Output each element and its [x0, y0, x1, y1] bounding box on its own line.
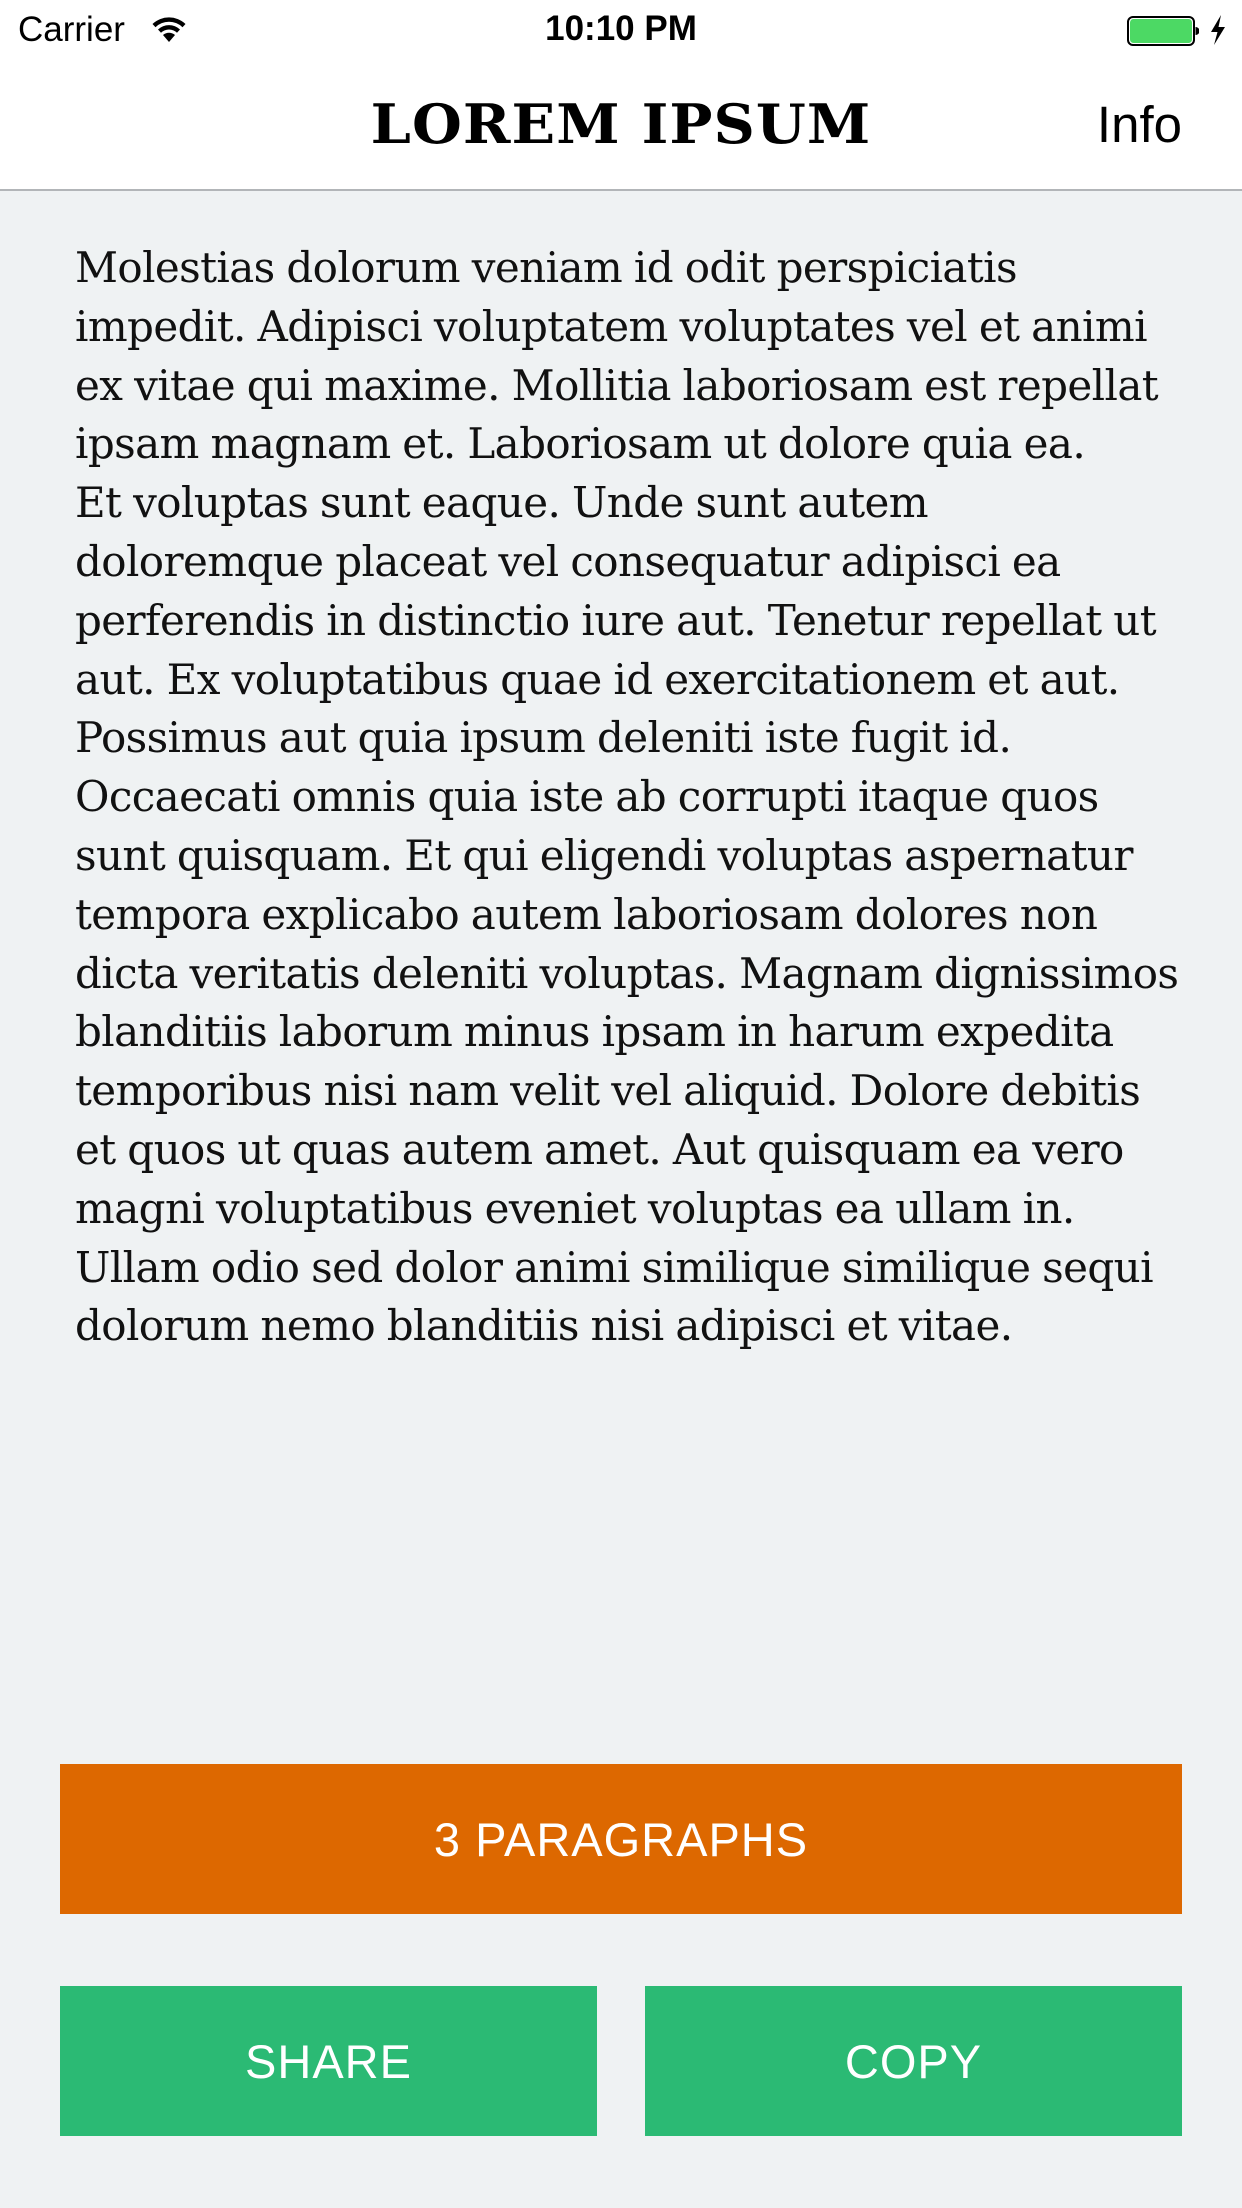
status-time: 10:10 PM: [545, 9, 697, 48]
paragraph-count-button[interactable]: [60, 1764, 1182, 1914]
copy-button[interactable]: [645, 1986, 1182, 2136]
paragraph-1: Molestias dolorum veniam id odit perspiciatis impedit. Adipisci voluptatem voluptates vel et animi ex vitae qui maxime. Mollitia laboriosam est repellat ipsam magnam et. Laboriosam ut dolore quia ea.: [75, 243, 1159, 469]
paragraph-count-label: 3 PARAGRAPHS: [433, 1812, 809, 1866]
share-label: SHARE: [245, 2034, 412, 2088]
charging-bolt-icon: [1208, 14, 1228, 46]
info-button[interactable]: Info: [1096, 96, 1182, 153]
battery-icon: [1127, 15, 1199, 47]
status-bar: [0, 0, 1242, 60]
copy-label: COPY: [844, 2034, 983, 2088]
paragraph-3: Possimus aut quia ipsum deleniti iste fugit id. Occaecati omnis quia iste ab corrupti itaque quos sunt quisquam. Et qui eligendi voluptas aspernatur tempora explicabo autem laboriosam dolores non dicta veritatis deleniti voluptas. Magnam dignissimos blanditiis laborum minus ipsam in harum expedita temporibus nisi nam velit vel aliquid. Dolore debitis et quos ut quas autem amet. Aut quisquam ea vero magni voluptatibus eveniet voluptas ea ullam in. Ullam odio sed dolor animi similique similique sequi dolorum nemo blanditiis nisi adipisci et vitae.: [75, 713, 1179, 1351]
navigation-bar: [0, 60, 1242, 191]
carrier-label: Carrier: [18, 10, 125, 49]
lorem-text-view: [75, 239, 1185, 1356]
paragraph-2: Et voluptas sunt eaque. Unde sunt autem doloremque placeat vel consequatur adipisci ea perferendis in distinctio iure aut. Tenetur repellat ut aut. Ex voluptatibus quae id exercitationem et aut.: [75, 478, 1156, 704]
page-title: LOREM IPSUM: [370, 92, 872, 156]
share-button[interactable]: [60, 1986, 597, 2136]
